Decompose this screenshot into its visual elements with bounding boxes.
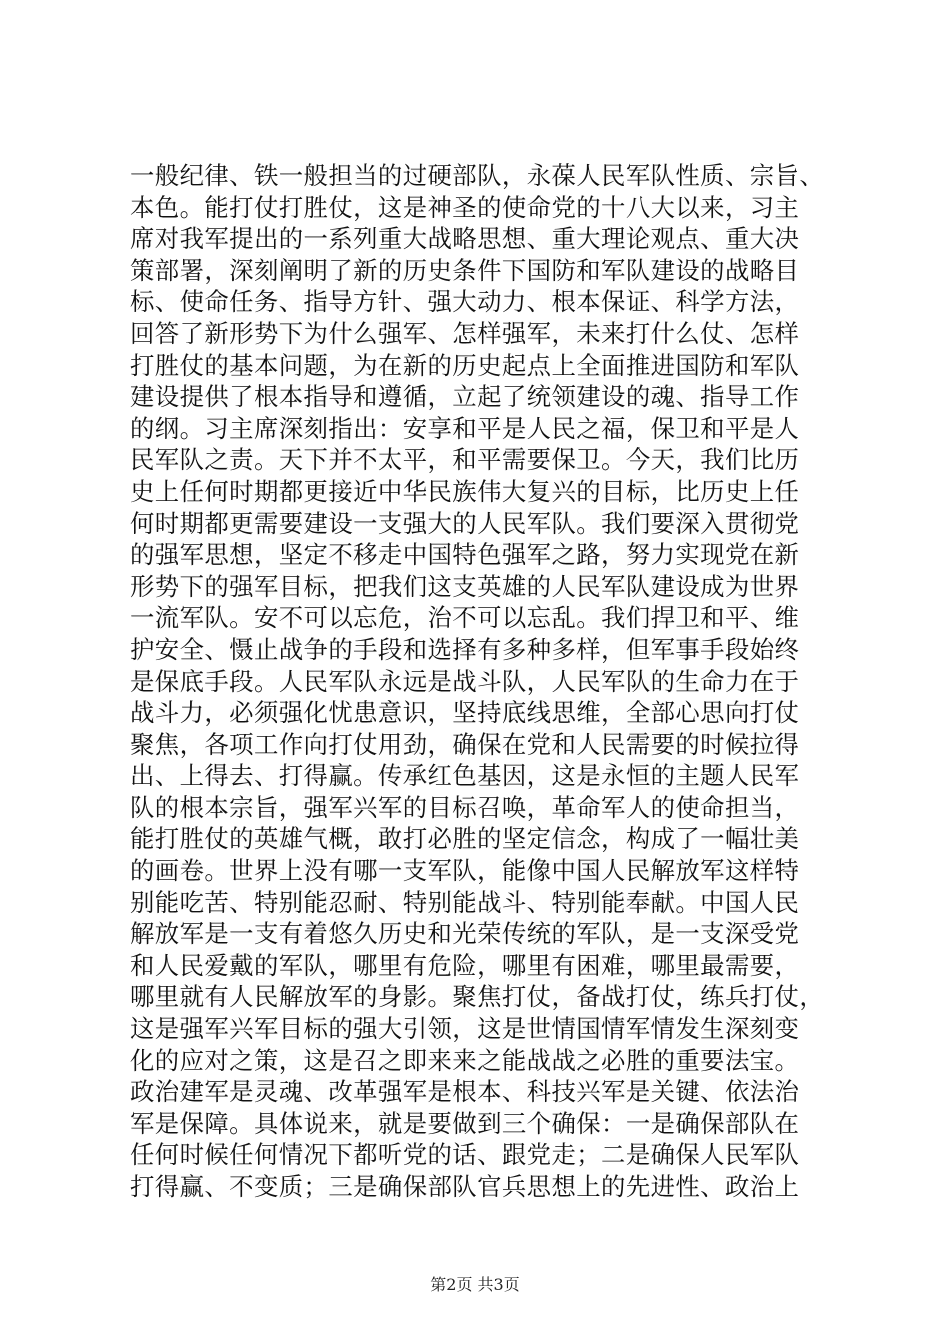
text-line: 史上任何时期都更接近中华民族伟大复兴的目标，比历史上任 <box>130 476 800 506</box>
text-line: 别能吃苦、特别能忍耐、特别能战斗、特别能奉献。中国人民 <box>130 887 800 917</box>
text-line: 能打胜仗的英雄气概，敢打必胜的坚定信念，构成了一幅壮美 <box>130 824 800 854</box>
text-line: 打胜仗的基本问题，为在新的历史起点上全面推进国防和军队 <box>130 350 800 380</box>
text-line: 护安全、慑止战争的手段和选择有多种多样，但军事手段始终 <box>130 634 800 664</box>
text-line: 任何时候任何情况下都听党的话、跟党走；二是确保人民军队 <box>130 1140 800 1170</box>
text-line: 出、上得去、打得赢。传承红色基因，这是永恒的主题人民军 <box>130 761 800 791</box>
page-number-footer: 第2页 共3页 <box>430 1275 520 1294</box>
text-line: 一流军队。安不可以忘危，治不可以忘乱。我们捍卫和平、维 <box>130 603 800 633</box>
text-line: 回答了新形势下为什么强军、怎样强军，未来打什么仗、怎样 <box>130 318 800 348</box>
text-line: 何时期都更需要建设一支强大的人民军队。我们要深入贯彻党 <box>130 508 800 538</box>
text-line: 队的根本宗旨，强军兴军的目标召唤，革命军人的使命担当， <box>130 792 800 822</box>
text-line: 本色。能打仗打胜仗，这是神圣的使命党的十八大以来，习主 <box>130 192 800 222</box>
text-line: 一般纪律、铁一般担当的过硬部队，永葆人民军队性质、宗旨、 <box>130 161 825 190</box>
text-line: 的强军思想，坚定不移走中国特色强军之路，努力实现党在新 <box>130 540 800 570</box>
text-line: 席对我军提出的一系列重大战略思想、重大理论观点、重大决 <box>130 224 800 254</box>
text-line: 战斗力，必须强化忧患意识，坚持底线思维，全部心思向打仗 <box>130 698 800 728</box>
text-line: 聚焦，各项工作向打仗用劲，确保在党和人民需要的时候拉得 <box>130 729 800 759</box>
text-line: 的纲。习主席深刻指出：安享和平是人民之福，保卫和平是人 <box>130 413 800 443</box>
text-line: 是保底手段。人民军队永远是战斗队，人民军队的生命力在于 <box>130 666 800 696</box>
text-line: 和人民爱戴的军队，哪里有危险，哪里有困难，哪里最需要， <box>130 950 800 980</box>
text-line: 建设提供了根本指导和遵循，立起了统领建设的魂、指导工作 <box>130 382 800 412</box>
text-line: 民军队之责。天下并不太平，和平需要保卫。今天，我们比历 <box>130 445 800 475</box>
text-line: 政治建军是灵魂、改革强军是根本、科技兴军是关键、依法治 <box>130 1077 800 1107</box>
body-text <box>130 160 830 1203</box>
text-line: 的画卷。世界上没有哪一支军队，能像中国人民解放军这样特 <box>130 856 800 886</box>
text-line: 解放军是一支有着悠久历史和光荣传统的军队，是一支深受党 <box>130 919 800 949</box>
text-line: 化的应对之策，这是召之即来来之能战战之必胜的重要法宝。 <box>130 1045 800 1075</box>
text-line: 策部署，深刻阐明了新的历史条件下国防和军队建设的战略目 <box>130 255 800 285</box>
text-line: 这是强军兴军目标的强大引领，这是世情国情军情发生深刻变 <box>130 1014 800 1044</box>
text-line: 形势下的强军目标，把我们这支英雄的人民军队建设成为世界 <box>130 571 800 601</box>
text-line: 哪里就有人民解放军的身影。聚焦打仗，备战打仗，练兵打仗， <box>130 982 825 1012</box>
text-line: 标、使命任务、指导方针、强大动力、根本保证、科学方法， <box>130 287 800 317</box>
text-line: 军是保障。具体说来，就是要做到三个确保：一是确保部队在 <box>130 1108 800 1138</box>
text-line: 打得赢、不变质；三是确保部队官兵思想上的先进性、政治上 <box>130 1172 800 1201</box>
